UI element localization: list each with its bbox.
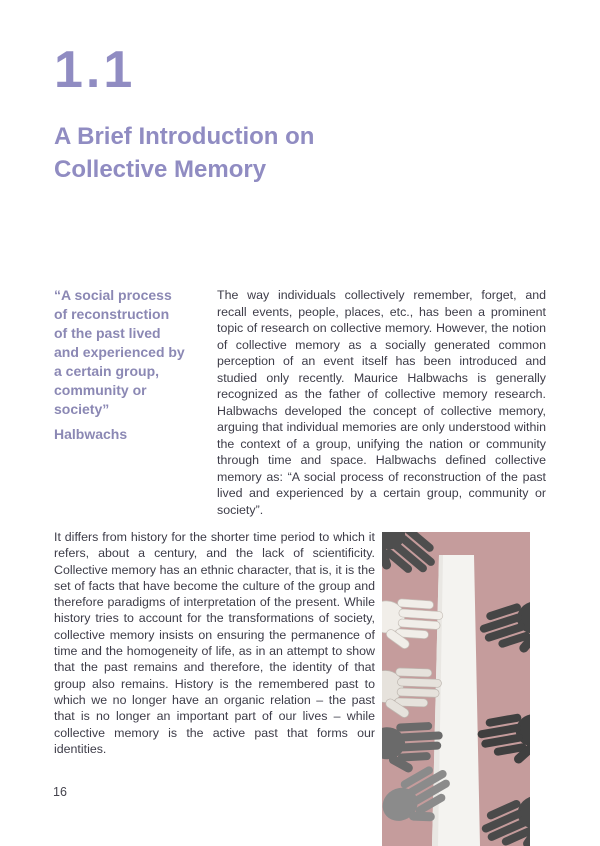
page-title-line1: A Brief Introduction on	[54, 123, 315, 150]
page-number: 16	[53, 785, 67, 799]
body-paragraph-1: The way individuals collectively remember, forget, and recall events, people, places, etc., has been a prominent topic of research on collective memory. However, the notion of collective memory as a socially generated common perception of an event itself has been introduced and studied only recently. Maurice Halbwachs is generally recognized as the father of collective memory research. Halbwachs developed the concept of collective memory, arguing that individual memories are only understood within the context of a group, unifying the nation or community through time and space. Halbwachs defined collective memory as: “A social process of reconstruction of the past lived and experienced by a certain group, community or society”.	[217, 288, 546, 517]
body-paragraph-2: It differs from history for the shorter time period to which it refers, about a century, and the lack of scientificity. Collective memory has an ethnic character, that is, it is the set of facts that have become the culture of the group and therefore paradigms of interpretation of the present. While history tries to account for the transformations of society, collective memory insists on ensuring the permanence of time and the homogeneity of life, as in an attempt to show that the past remains and therefore, the identity of that group also remains. History is the remembered past to which we no longer have an organic relation – the past that is no longer an important part of our lives – while collective memory is the active past that forms our identities.	[54, 530, 375, 756]
section-number: 1.1	[54, 41, 136, 99]
page-title-line2: Collective Memory	[54, 156, 267, 183]
quote-author: Halbwachs	[54, 426, 128, 442]
pull-quote-text: “A social process of reconstruction of the past lived and experienced by a certain group, community or society”	[54, 287, 185, 417]
page-title	[54, 120, 314, 186]
hands-illustration	[382, 532, 530, 846]
hands-photo	[382, 532, 530, 846]
